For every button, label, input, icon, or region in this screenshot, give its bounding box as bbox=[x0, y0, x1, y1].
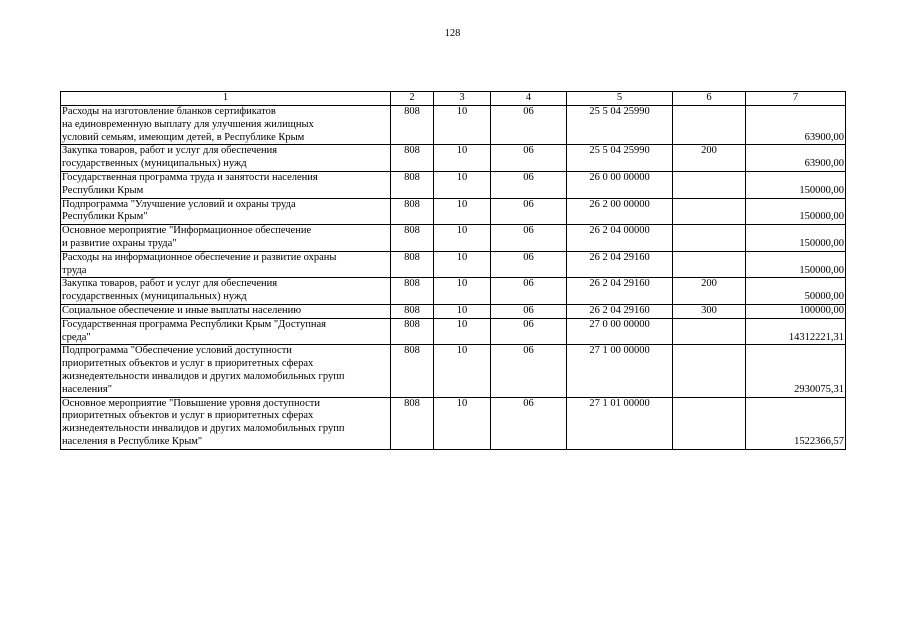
code-column-4: 06 bbox=[491, 278, 567, 305]
code-column-3: 10 bbox=[434, 251, 491, 278]
row-name bbox=[61, 345, 391, 397]
code-column-3: 10 bbox=[434, 198, 491, 225]
row-name bbox=[61, 278, 391, 305]
amount-cell: 150000,00 bbox=[746, 251, 846, 278]
code-column-6 bbox=[673, 171, 746, 198]
row-name-line: Закупка товаров, работ и услуг для обеспечения bbox=[62, 278, 278, 290]
code-column-4: 06 bbox=[491, 318, 567, 345]
code-column-2: 808 bbox=[391, 318, 434, 345]
page-number: 128 bbox=[444, 28, 461, 39]
row-name bbox=[61, 304, 391, 318]
table-row bbox=[61, 225, 846, 252]
table-row bbox=[61, 304, 846, 318]
code-column-4: 06 bbox=[491, 304, 567, 318]
code-column-6: 200 bbox=[673, 278, 746, 305]
code-column-6 bbox=[673, 251, 746, 278]
row-name bbox=[61, 198, 391, 225]
code-column-6 bbox=[673, 318, 746, 345]
code-column-2: 808 bbox=[391, 251, 434, 278]
column-header: 6 bbox=[673, 92, 746, 106]
table-row bbox=[61, 171, 846, 198]
amount-cell: 50000,00 bbox=[746, 278, 846, 305]
row-name-line: Основное мероприятие "Информационное обеспечение bbox=[62, 225, 312, 237]
budget-table bbox=[60, 91, 846, 450]
table-row bbox=[61, 345, 846, 397]
row-name-line: Государственная программа труда и занятости населения bbox=[62, 171, 318, 183]
code-column-4: 06 bbox=[491, 345, 567, 397]
code-column-5: 26 2 00 00000 bbox=[567, 198, 673, 225]
row-name-line: труда bbox=[62, 264, 87, 276]
code-column-4: 06 bbox=[491, 251, 567, 278]
row-name-line: Социальное обеспечение и иные выплаты населению bbox=[62, 304, 302, 316]
code-column-2: 808 bbox=[391, 304, 434, 318]
code-column-4: 06 bbox=[491, 198, 567, 225]
code-column-3: 10 bbox=[434, 106, 491, 145]
table-row bbox=[61, 145, 846, 172]
code-column-3: 10 bbox=[434, 304, 491, 318]
code-column-5: 25 5 04 25990 bbox=[567, 145, 673, 172]
amount-cell: 150000,00 bbox=[746, 198, 846, 225]
column-header: 4 bbox=[491, 92, 567, 106]
code-column-6 bbox=[673, 198, 746, 225]
row-name-line: на единовременную выплату для улучшения жилищных bbox=[62, 118, 314, 130]
code-column-4: 06 bbox=[491, 171, 567, 198]
code-column-6: 300 bbox=[673, 304, 746, 318]
row-name-line: Закупка товаров, работ и услуг для обеспечения bbox=[62, 145, 278, 157]
code-column-3: 10 bbox=[434, 145, 491, 172]
code-column-2: 808 bbox=[391, 171, 434, 198]
row-name-line: государственных (муниципальных) нужд bbox=[62, 291, 247, 303]
code-column-6 bbox=[673, 106, 746, 145]
row-name-line: населения" bbox=[62, 383, 112, 395]
code-column-2: 808 bbox=[391, 345, 434, 397]
code-column-5: 25 5 04 25990 bbox=[567, 106, 673, 145]
row-name-line: приоритетных объектов и услуг в приоритетных сферах bbox=[62, 410, 314, 422]
amount-cell: 150000,00 bbox=[746, 171, 846, 198]
row-name-line: Государственная программа Республики Крым "Доступная bbox=[62, 318, 326, 330]
table-row bbox=[61, 318, 846, 345]
row-name-line: Республики Крым bbox=[62, 184, 144, 196]
row-name bbox=[61, 318, 391, 345]
column-header: 3 bbox=[434, 92, 491, 106]
code-column-3: 10 bbox=[434, 171, 491, 198]
row-name-line: Расходы на изготовление бланков сертификатов bbox=[62, 106, 276, 117]
code-column-4: 06 bbox=[491, 106, 567, 145]
amount-cell: 63900,00 bbox=[746, 106, 846, 145]
code-column-5: 26 2 04 29160 bbox=[567, 251, 673, 278]
code-column-2: 808 bbox=[391, 106, 434, 145]
row-name-line: условий семьям, имеющим детей, в Республике Крым bbox=[62, 131, 305, 143]
row-name-line: жизнедеятельности инвалидов и других маломобильных групп bbox=[62, 370, 345, 382]
code-column-6: 200 bbox=[673, 145, 746, 172]
column-header: 5 bbox=[567, 92, 673, 106]
code-column-3: 10 bbox=[434, 225, 491, 252]
code-column-2: 808 bbox=[391, 397, 434, 449]
row-name-line: приоритетных объектов и услуг в приоритетных сферах bbox=[62, 358, 314, 370]
column-header: 1 bbox=[61, 92, 391, 106]
row-name bbox=[61, 145, 391, 172]
code-column-3: 10 bbox=[434, 278, 491, 305]
amount-cell: 100000,00 bbox=[746, 304, 846, 318]
amount-cell: 14312221,31 bbox=[746, 318, 846, 345]
table-row bbox=[61, 198, 846, 225]
code-column-5: 27 1 01 00000 bbox=[567, 397, 673, 449]
row-name bbox=[61, 397, 391, 449]
code-column-3: 10 bbox=[434, 318, 491, 345]
row-name-line: среда" bbox=[62, 331, 91, 343]
row-name-line: Расходы на информационное обеспечение и развитие охраны bbox=[62, 251, 337, 263]
table-row bbox=[61, 397, 846, 449]
code-column-5: 27 0 00 00000 bbox=[567, 318, 673, 345]
row-name-line: и развитие охраны труда" bbox=[62, 237, 177, 249]
row-name-line: жизнедеятельности инвалидов и других маломобильных групп bbox=[62, 423, 345, 435]
code-column-5: 26 0 00 00000 bbox=[567, 171, 673, 198]
row-name bbox=[61, 251, 391, 278]
row-name-line: государственных (муниципальных) нужд bbox=[62, 158, 247, 170]
code-column-2: 808 bbox=[391, 198, 434, 225]
amount-cell: 1522366,57 bbox=[746, 397, 846, 449]
row-name-line: населения в Республике Крым" bbox=[62, 435, 203, 447]
code-column-5: 26 2 04 00000 bbox=[567, 225, 673, 252]
code-column-3: 10 bbox=[434, 345, 491, 397]
code-column-2: 808 bbox=[391, 278, 434, 305]
code-column-6 bbox=[673, 345, 746, 397]
code-column-6 bbox=[673, 397, 746, 449]
column-header: 2 bbox=[391, 92, 434, 106]
table-row bbox=[61, 278, 846, 305]
amount-cell: 63900,00 bbox=[746, 145, 846, 172]
amount-cell: 2930075,31 bbox=[746, 345, 846, 397]
code-column-5: 27 1 00 00000 bbox=[567, 345, 673, 397]
table-header-row bbox=[61, 92, 846, 106]
row-name bbox=[61, 171, 391, 198]
code-column-5: 26 2 04 29160 bbox=[567, 304, 673, 318]
row-name-line: Подпрограмма "Улучшение условий и охраны труда bbox=[62, 198, 296, 210]
code-column-5: 26 2 04 29160 bbox=[567, 278, 673, 305]
row-name bbox=[61, 106, 391, 145]
code-column-4: 06 bbox=[491, 225, 567, 252]
row-name-line: Основное мероприятие "Повышение уровня доступности bbox=[62, 397, 320, 409]
code-column-4: 06 bbox=[491, 397, 567, 449]
column-header: 7 bbox=[746, 92, 846, 106]
amount-cell: 150000,00 bbox=[746, 225, 846, 252]
row-name-line: Республики Крым" bbox=[62, 211, 148, 223]
table-row bbox=[61, 251, 846, 278]
row-name-line: Подпрограмма "Обеспечение условий доступности bbox=[62, 345, 292, 357]
table-row bbox=[61, 106, 846, 145]
code-column-2: 808 bbox=[391, 225, 434, 252]
code-column-3: 10 bbox=[434, 397, 491, 449]
code-column-4: 06 bbox=[491, 145, 567, 172]
code-column-2: 808 bbox=[391, 145, 434, 172]
code-column-6 bbox=[673, 225, 746, 252]
row-name bbox=[61, 225, 391, 252]
